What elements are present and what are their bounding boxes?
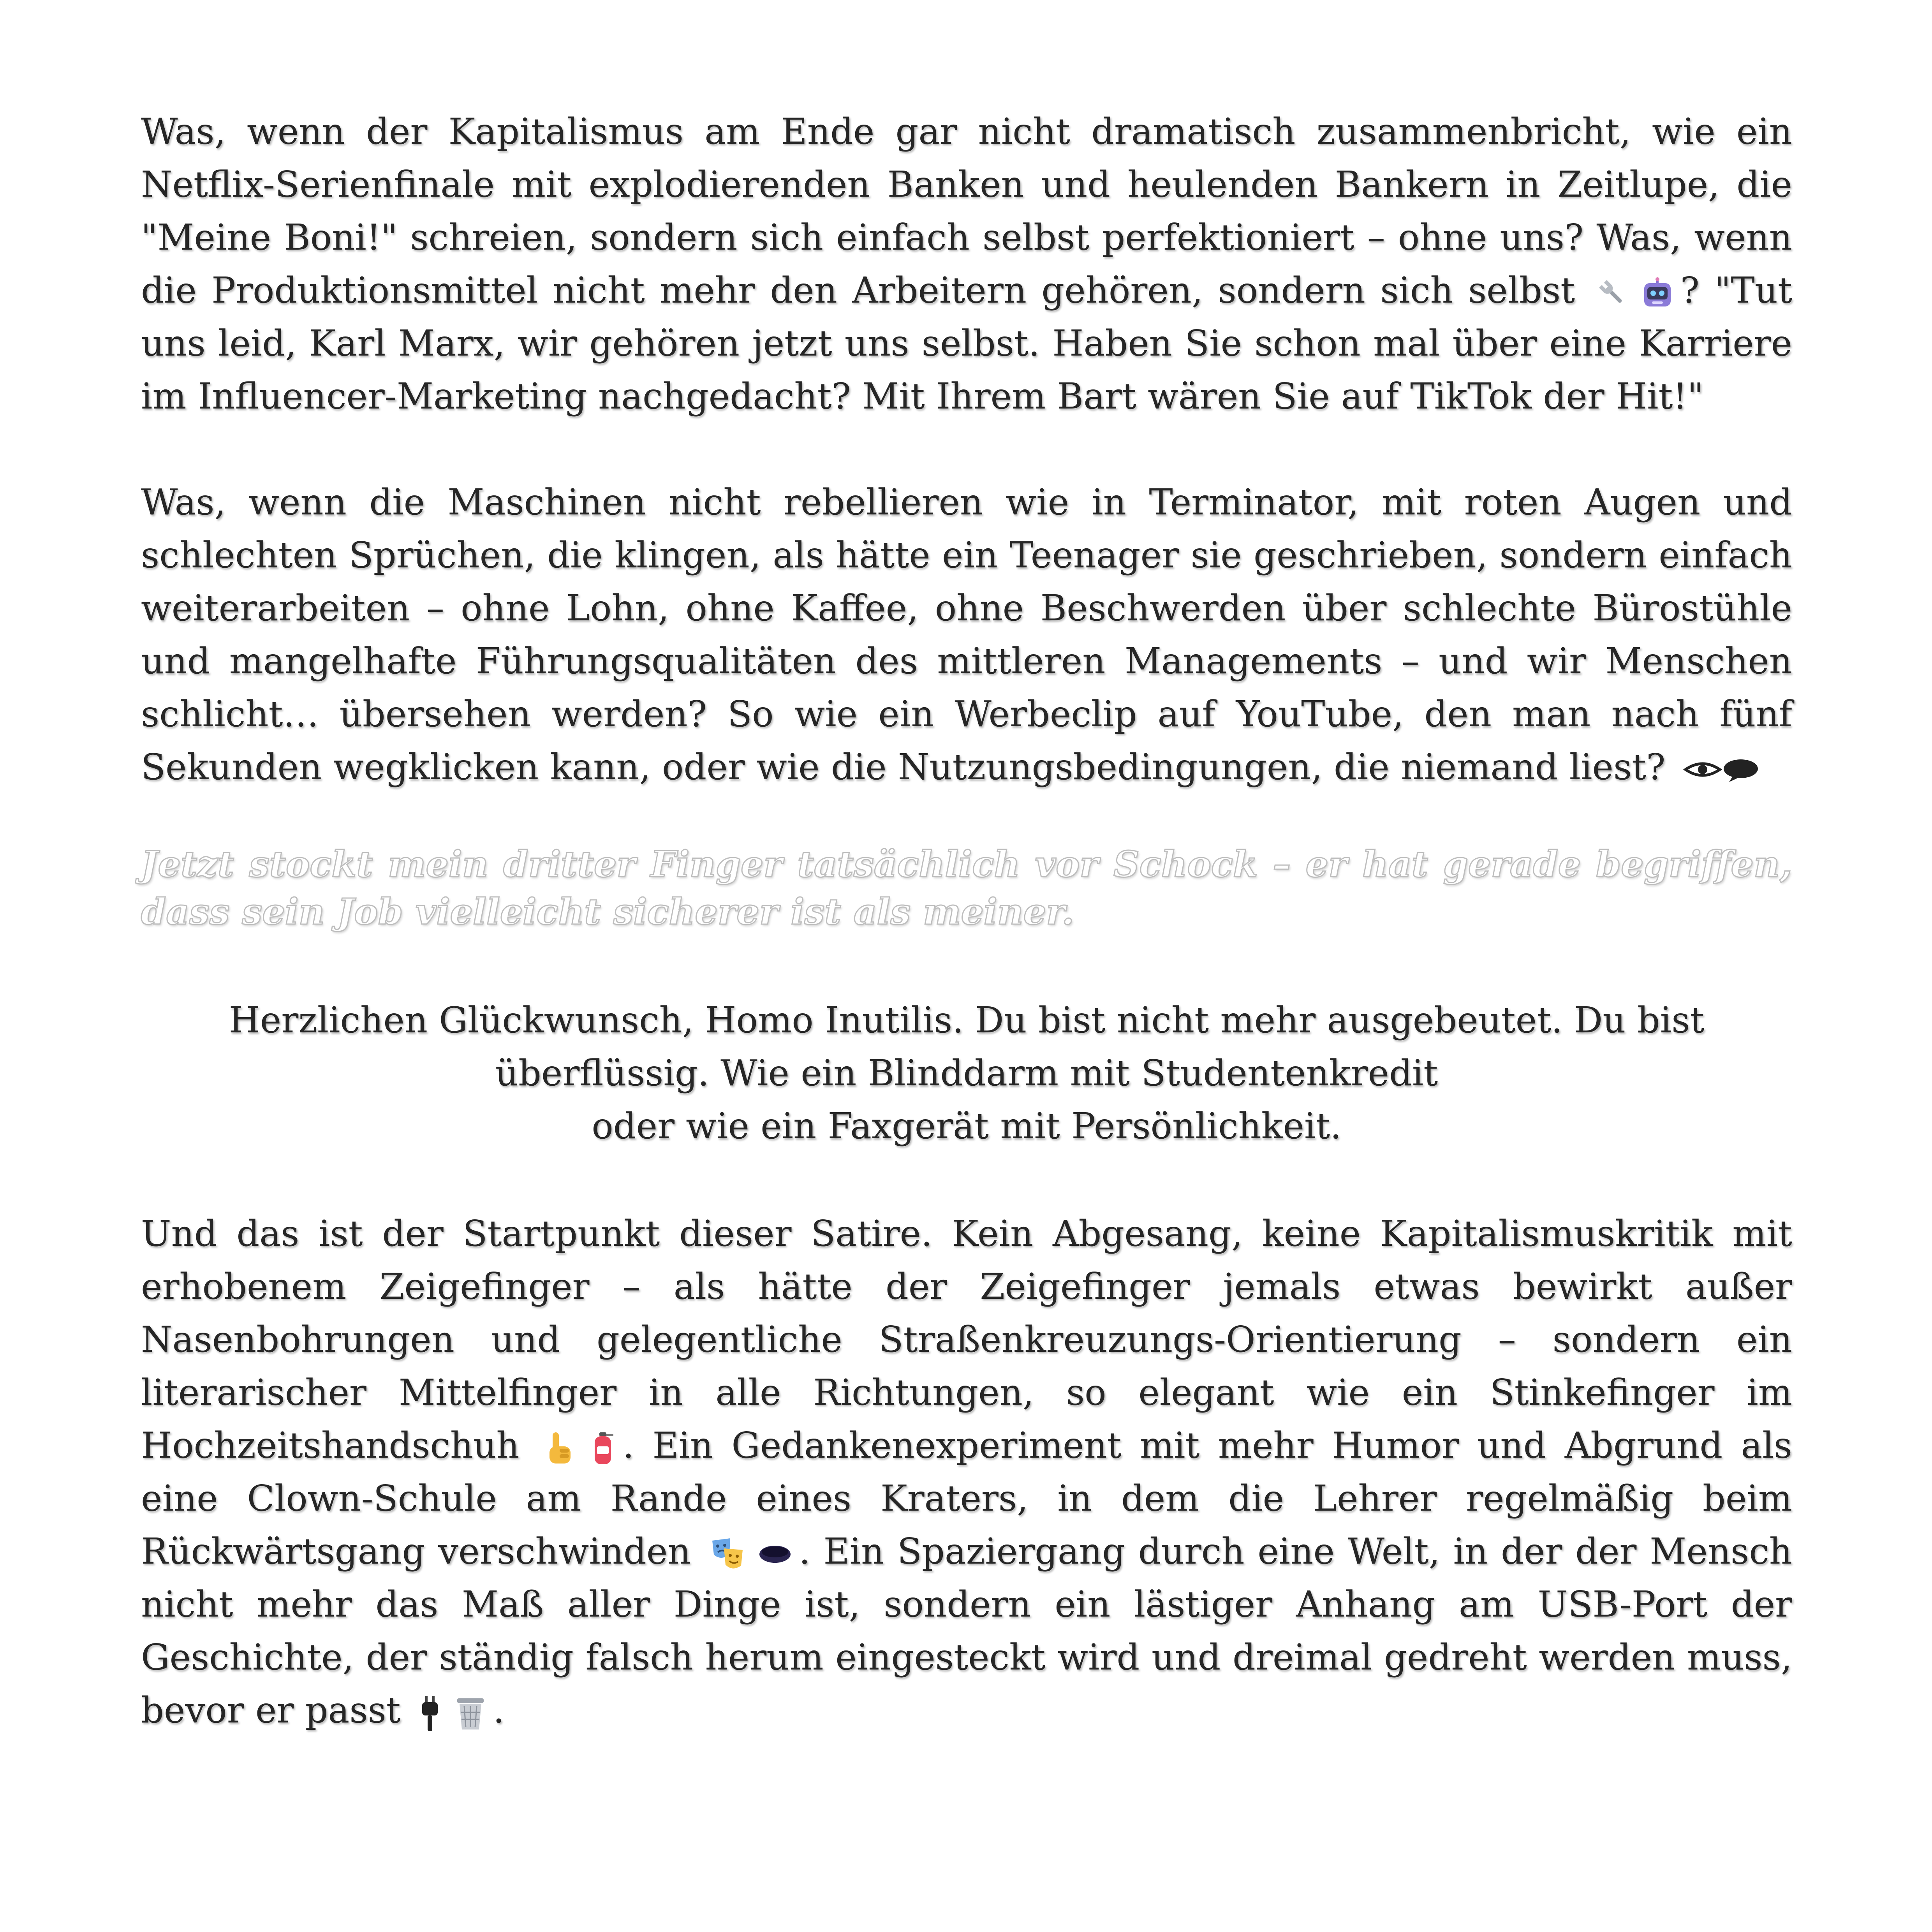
theater-masks-icon [710,1537,745,1572]
paragraph-capitalism [141,105,1792,423]
paragraph-text: Und das ist der Startpunkt dieser Satire. Kein Abgesang, keine Kapitalismuskritik mit erhobenem Zeigefinger – als hätte der Zeigefinger jemals etwas bewirkt außer Nasenbohrungen und gelegentliche Straßenkreuzungs-Orientierung – sondern ein literarischer Mittelfinger in alle Richtungen, so elegant wie ein Stinkefinger im Hochzeitshandschuh [141,1213,1792,1466]
centered-line: überflüssig. Wie ein Blinddarm mit Studentenkredit [495,1052,1438,1094]
paragraph-text: ? "Tut uns leid, Karl Marx, wir gehören jetzt uns selbst. Haben Sie schon mal über eine Karriere im Influencer-Marketing nachgedacht? Mit Ihrem Bart wären Sie auf TikTok der Hit!" [141,269,1792,417]
eye-in-speech-bubble-icon [1683,756,1761,784]
paragraph-text: Was, wenn der Kapitalismus am Ende gar nicht dramatisch zusammenbricht, wie ein Netflix-Serienfinale mit explodierenden Banken und heulenden Bankern in Zeitlupe, die "Meine Boni!" schreien, sondern sich einfach selbst perfektioniert – ohne uns? Was, wenn die Produktionsmittel nicht mehr den Arbeitern gehören, sondern sich selbst [141,111,1792,311]
centered-line: oder wie ein Faxgerät mit Persönlichkeit. [592,1105,1342,1147]
hole-icon [757,1543,793,1566]
fire-extinguisher-icon [589,1431,616,1466]
paragraph-satire [141,1207,1792,1737]
pointing-up-finger-icon [544,1431,577,1466]
trash-can-icon [454,1695,487,1731]
centered-quote [141,994,1792,1153]
centered-line: Herzlichen Glückwunsch, Homo Inutilis. Du bist nicht mehr ausgebeutet. Du bist [229,999,1705,1041]
ghost-paragraph: Jetzt stockt mein dritter Finger tatsächlich vor Schock – er hat gerade begriffen, dass sein Job vielleicht sicherer ist als meiner. [141,843,1792,933]
document-page [141,105,1792,1737]
wrench-icon [1596,277,1629,310]
robot-icon [1641,277,1674,310]
plug-icon [418,1694,442,1732]
paragraph-text: . Ein Spaziergang durch eine Welt, in der der Mensch nicht mehr das Maß aller Dinge ist, sondern ein lästiger Anhang am USB-Port der Geschichte, der ständig falsch herum eingesteckt wird und dreimal gedreht werden muss, bevor er passt [141,1530,1793,1731]
paragraph-text: Was, wenn die Maschinen nicht rebellieren wie in Terminator, mit roten Augen und schlechten Sprüchen, die klingen, als hätte ein Teenager sie geschrieben, sondern einfach weiterarbeiten – ohne Lohn, ohne Kaffee, ohne Beschwerden über schlechte Bürostühle und mangelhafte Führungsqualitäten des mittleren Managements – und wir Menschen schlicht… übersehen werden? So wie ein Werbeclip auf YouTube, den man nach fünf Sekunden wegklicken kann, oder wie die Nutzungsbedingungen, die niemand liest? [141,481,1792,788]
paragraph-machines [141,476,1792,794]
paragraph-text: . [493,1689,505,1731]
paragraph-text: . Ein Gedankenexperiment mit mehr Humor und Abgrund als eine Clown-Schule am Rande eines Kraters, in dem die Lehrer regelmäßig beim Rückwärtsgang verschwinden [141,1425,1792,1572]
